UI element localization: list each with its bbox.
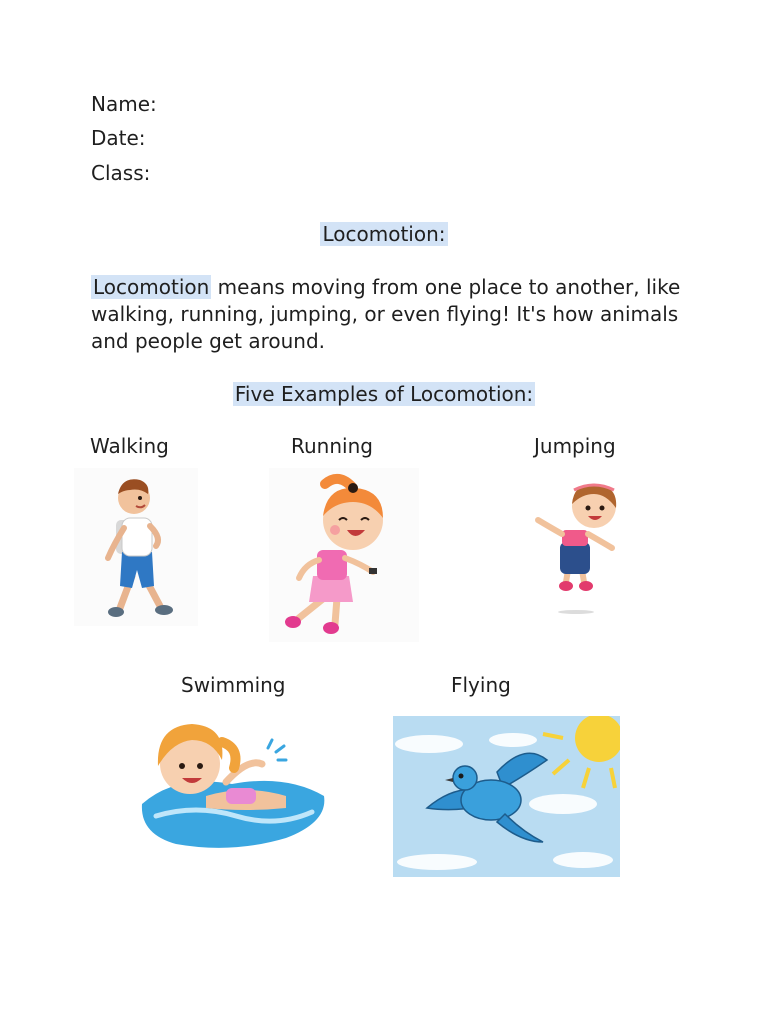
date-label: Date:: [91, 126, 146, 150]
example-label-walking: Walking: [90, 434, 169, 458]
example-label-jumping: Jumping: [534, 434, 616, 458]
swimming-illustration: [136, 712, 328, 856]
flying-illustration: [393, 716, 620, 877]
example-label-running: Running: [291, 434, 373, 458]
class-label: Class:: [91, 161, 151, 185]
section-title-wrap: [0, 221, 768, 247]
walking-illustration: [74, 468, 198, 626]
name-label: Name:: [91, 92, 157, 116]
examples-title-wrap: [0, 381, 768, 407]
running-illustration: [269, 468, 419, 642]
definition-text: means moving from one place to another, like walking, running, jumping, or even flying! It's how animals and people get around.: [91, 275, 681, 353]
section-title: Locomotion:: [322, 222, 446, 246]
definition-paragraph: [91, 274, 691, 355]
examples-title: Five Examples of Locomotion:: [234, 382, 534, 406]
jumping-illustration: [524, 472, 664, 622]
definition-term: Locomotion: [93, 275, 210, 299]
example-label-flying: Flying: [451, 673, 511, 697]
example-label-swimming: Swimming: [181, 673, 286, 697]
